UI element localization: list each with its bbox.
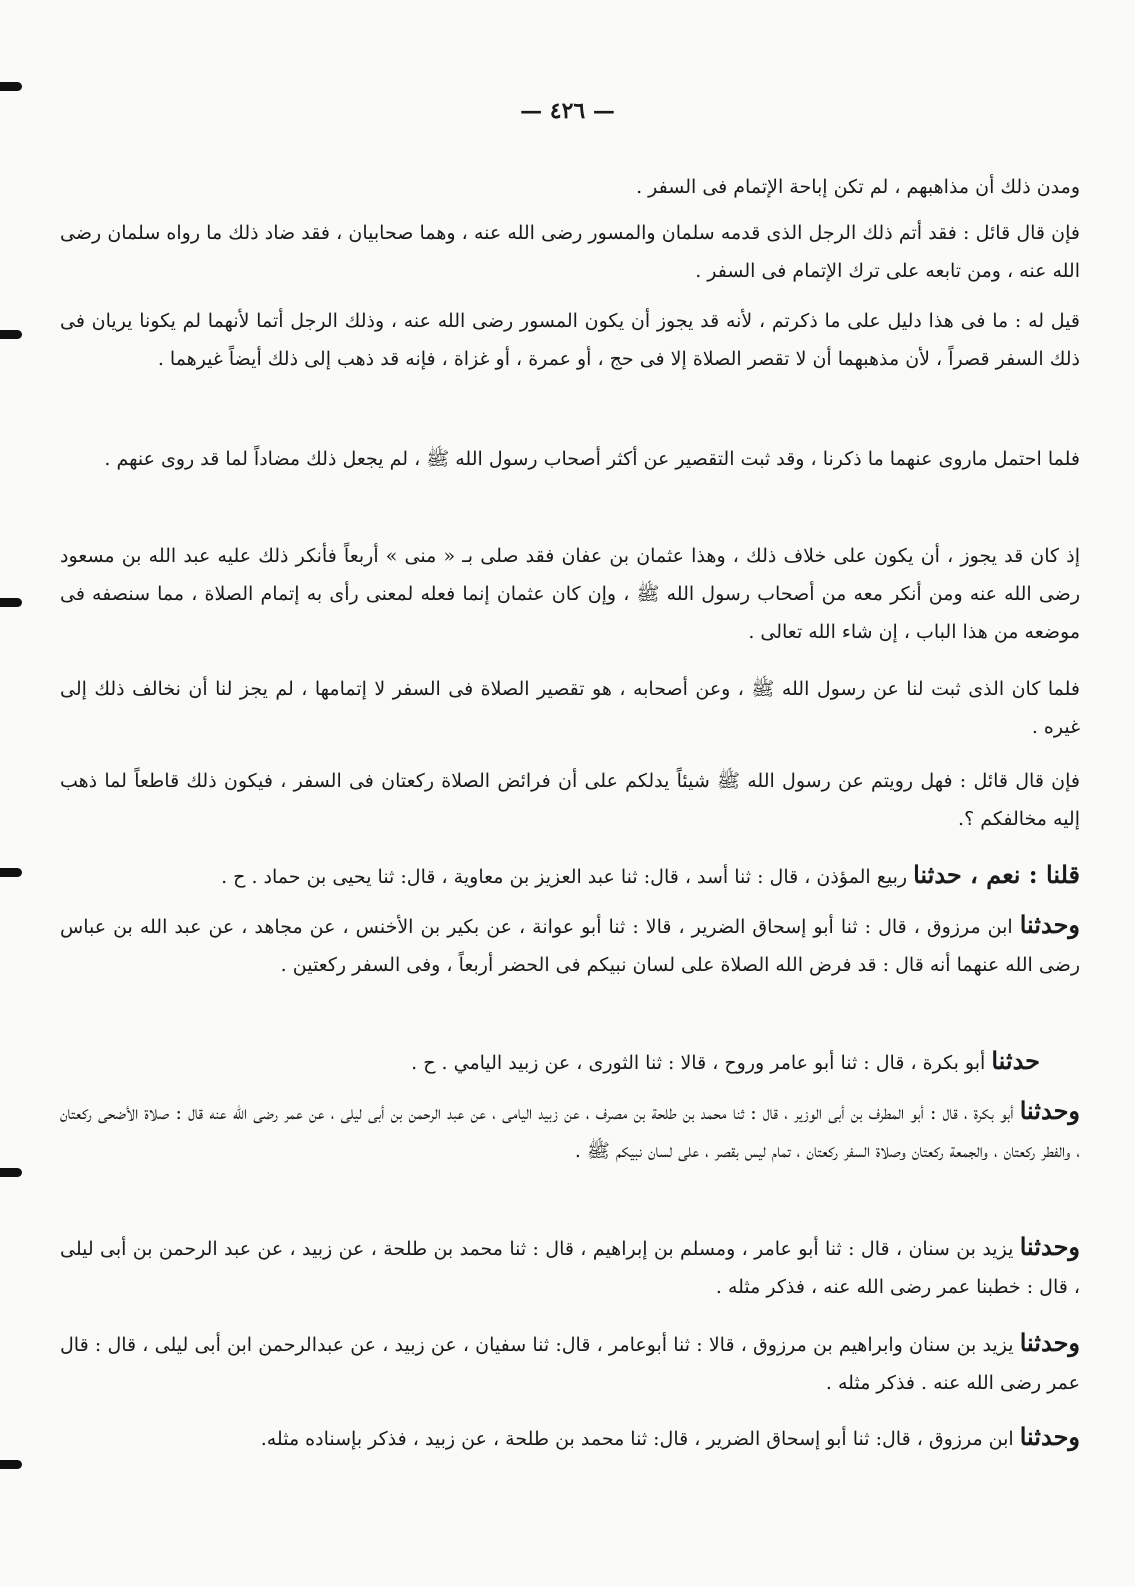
haddathana-label: وحدثنا (1019, 1096, 1080, 1125)
margin-mark (0, 868, 22, 877)
page-number: — ٤٢٦ — (520, 98, 615, 124)
paragraph: إذ كان قد يجوز ، أن يكون على خلاف ذلك ، وهذا عثمان بن عفان فقد صلى بـ « منى » أربعاً فأنكر ذلك عليه عبد الله بن مسعود رضى الله عنه ومن أنكر معه من أصحاب رسول الله ﷺ ، وإن كان عثمان إنما فعله لمعنى رأى به إتمام الصلاة ، مما سنصفه فى موضعه من هذا الباب ، إن شاء الله تعالى . (60, 545, 1080, 643)
hadith-paragraph: وحدثنا ابن مرزوق ، قال : ثنا أبو إسحاق الضرير ، قالا : ثنا أبو عوانة ، عن بكير بن الأخنس ، عن مجاهد ، عن عبد الله بن عباس رضى الله عنهما أنه قال : قد فرض الله الصلاة على لسان نبيكم فى الحضر أربعاً ، وفى السفر ركعتين . (60, 910, 1080, 976)
margin-mark (0, 330, 22, 339)
haddathana-label: قلنا : نعم ، حدثنا (913, 860, 1080, 889)
margin-mark (0, 82, 22, 91)
paragraph: فإن قال قائل : فهل رويتم عن رسول الله ﷺ شيئاً يدلكم على أن فرائض الصلاة ركعتان فى السفر ، فيكون ذلك قاطعاً لما ذهب إليه مخالفكم ؟. (60, 770, 1080, 830)
paragraph: قيل له : ما فى هذا دليل على ما ذكرتم ، لأنه قد يجوز أن يكون المسور رضى الله عنه ، وذلك الرجل أتما لأنهما لم يكونا يريان فى ذلك السفر قصراً ، لأن مذهبهما أن لا تقصر الصلاة إلا فى حج ، أو عمرة ، أو غزاة ، فإنه قد ذهب إلى ذلك أيضاً غيرهما . (60, 310, 1080, 370)
haddathana-label: وحدثنا (1019, 1232, 1080, 1261)
haddathana-label: وحدثنا (1019, 910, 1080, 939)
paragraph: فإن قال قائل : فقد أتم ذلك الرجل الذى قدمه سلمان والمسور رضى الله عنه ، وهما صحابيان ، فقد ضاد ذلك ما رواه سلمان رضى الله عنه ، ومن تابعه على ترك الإتمام فى السفر . (60, 222, 1080, 282)
margin-mark (0, 1460, 22, 1469)
hadith-paragraph: وحدثنا يزيد بن سنان وابراهيم بن مرزوق ، قالا : ثنا أبوعامر ، قال: ثنا سفيان ، عن زبيد ، عن عبدالرحمن ابن أبى ليلى ، قال : قال عمر رضى الله عنه . فذكر مثله . (60, 1328, 1080, 1394)
haddathana-label: حدثنا (991, 1046, 1040, 1075)
paragraph: فلما كان الذى ثبت لنا عن رسول الله ﷺ ، وعن أصحابه ، هو تقصير الصلاة فى السفر لا إتمامها ، لم يجز لنا أن نخالف ذلك إلى غيره . (60, 678, 1080, 738)
hadith-paragraph: قلنا : نعم ، حدثنا ربيع المؤذن ، قال : ثنا أسد ، قال: ثنا عبد العزيز بن معاوية ، قال: ثنا يحيى بن حماد . ح . (221, 860, 1080, 889)
haddathana-label: وحدثنا (1019, 1328, 1080, 1357)
margin-mark (0, 598, 22, 607)
haddathana-label: وحدثنا (1019, 1422, 1080, 1451)
hadith-paragraph: وحدثنا أبو بكرة ، قال : أبو المطرف بن أبى الوزير ، قال : ثنا محمد بن طلحة بن مصرف ، عن زبيد اليامى ، عن عبد الرحمن بن أبى ليلى ، عن عمر رضى الله عنه قال : صلاة الأضحى ركعتان ، والفطر ركعتان ، والجمعة ركعتان وصلاة السفر ركعتان ، تمام ليس بقصر ، على لسان نبيكم ﷺ . (60, 1096, 1080, 1162)
paragraph: ومدن ذلك أن مذاهبهم ، لم تكن إباحة الإتمام فى السفر . (636, 176, 1080, 198)
paragraph: فلما احتمل ماروى عنهما ما ذكرنا ، وقد ثبت التقصير عن أكثر أصحاب رسول الله ﷺ ، لم يجعل ذلك مضاداً لما قد روى عنهم . (104, 448, 1080, 470)
hadith-paragraph: وحدثنا ابن مرزوق ، قال: ثنا أبو إسحاق الضرير ، قال: ثنا محمد بن طلحة ، عن زبيد ، فذكر بإسناده مثله. (260, 1422, 1080, 1451)
hadith-paragraph: حدثنا أبو بكرة ، قال : ثنا أبو عامر وروح ، قالا : ثنا الثورى ، عن زبيد اليامي . ح . (411, 1046, 1040, 1075)
hadith-paragraph: وحدثنا يزيد بن سنان ، قال : ثنا أبو عامر ، ومسلم بن إبراهيم ، قال : ثنا محمد بن طلحة ، عن زبيد ، عن عبد الرحمن بن أبى ليلى ، قال : خطبنا عمر رضى الله عنه ، فذكر مثله . (60, 1232, 1080, 1298)
margin-mark (0, 1168, 22, 1177)
